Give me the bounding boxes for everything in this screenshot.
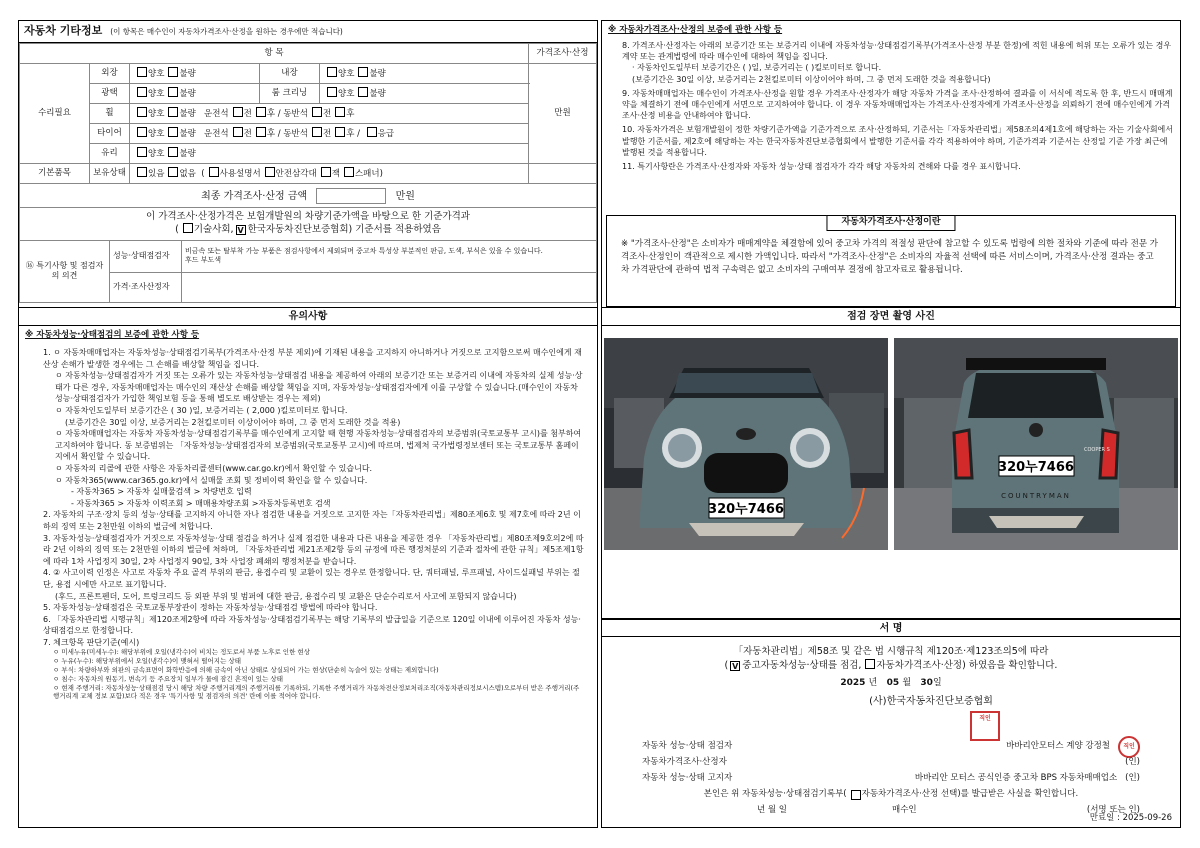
definition-box — [606, 215, 1176, 307]
item-header: 항 목 — [264, 47, 284, 58]
checkbox[interactable] — [168, 87, 178, 97]
guarantee-item-11: 11. 특기사항란은 가격조사·산정자와 자동차 성능·상태 점검자가 각각 해당 자동차의 견해와 다를 경우 표시합니다. — [622, 161, 1021, 171]
note-1c: ㅇ 자동차인도일부터 보증기간은 ( 30 )일, 보증거리는 ( 2,000 )킬로미터로 합니다. — [55, 406, 348, 416]
checkbox-price[interactable] — [865, 659, 875, 669]
etc-title-bar — [19, 21, 597, 43]
guarantee-title: ※ 자동차가격조사·산정의 보증에 관한 사항 등 — [608, 25, 783, 35]
rear-car-photo — [894, 338, 1178, 550]
note-1b: ㅇ 자동차성능·상태점검자가 거짓 또는 오류가 있는 자동차성능·상태점검 내용을 제공하여 아래의 보증기간 또는 보증거리 이내에 자동차의 실제 성능·상태가 다른 경우, 자동차매매업자는 매수인의 재산상 손해를 배상할 책임을 지며, 자동차성능·상태점검자에게 이를 구상할 수 있습니다.(매수인이 자동차성능·상태점검자가 가입한 책임보험 등을 통해 별도로 배상받는 경우는 제외) — [55, 371, 583, 404]
note-7b: ㅇ 누유(누수): 해당부위에서 오일(냉각수)이 맺혀서 떨어지는 상태 — [53, 657, 241, 666]
checkbox[interactable] — [233, 107, 243, 117]
checkbox[interactable] — [168, 67, 178, 77]
buyer-label: 매수인 — [892, 805, 917, 816]
checkbox-confirm-price[interactable] — [851, 790, 861, 800]
notifier-label: 자동차 성능·상태 고지자 — [642, 773, 733, 784]
signature-header: 서 명 — [602, 619, 1180, 637]
rear-badge-text: COUNTRYMAN — [1001, 492, 1071, 500]
notifier-value: 바바리안 모터스 공식인증 중고차 BPS 자동차매매업소 — [914, 773, 1118, 784]
note-1: 1. ㅇ 자동차매매업자는 자동차성능·상태점검기록부(가격조사·산정 부분 제외)에 기재된 내용을 고지하지 아니하거나 거짓으로 고지함으로써 매수인에게 재산상 손해가 발생한 경우에는 그 손해를 배상할 책임을 집니다. — [43, 348, 582, 369]
basis-association: 한국자동차진단보증협회) 기준서를 적용하였음 — [247, 224, 441, 236]
price-header: 가격조사·산정 — [536, 47, 589, 58]
checkbox[interactable] — [256, 107, 266, 117]
etc-table: 항 목 가격조사·산정 수리필요 외장 양호 불량 내장 양호 불량 만원 광택 양호 불량 룸 크리닝 양호 불량 휠 양호 불량 운전석 전 후 / 동반석 전 후 타이어 양호 불량 운전석 전 후 / 동반석 전 후 / 응급 유리 양호 불량 기본품목 보유상태 있음 없음 ( 사용설명서 안전삼각대 잭 스패너) 최종 가격조사·산정 금액 만원 이 가격조사·산정가격은 보험개발원의 차량기준가액을 바탕으로 한 기준가격과 ( 기술사회, V 한국자동차진단보증협회) 기준서를 적용하였음 — [19, 43, 597, 240]
final-price-unit: 만원 — [395, 190, 415, 202]
etc-subtitle: (이 항목은 매수인이 자동차가격조사·산정을 원하는 경우에만 적습니다) — [110, 26, 343, 36]
guarantee-item-8: 8. 가격조사·산정자는 아래의 보증기간 또는 보증거리 이내에 자동차성능·상태점검기록부(가격조사·산정 부분 한정)에 적힌 내용에 허위 또는 오류가 있는 경우 계약 또는 관계법령에 따라 매수인에 대하여 책임을 집니다. — [622, 41, 1172, 62]
buyer-sign[interactable]: (서명 또는 인) — [1086, 805, 1140, 816]
price-guarantee-section — [601, 20, 1181, 312]
note-1h: - 자동차365 > 자동차 실매물검색 > 차량번호 입력 — [71, 487, 252, 497]
note-4b: (후드, 프론트펜더, 도어, 트렁크리드 등 외판 부위 및 범퍼에 대한 판금, 용접수리 및 교환은 단순수리로서 사고에 포함되지 않습니다) — [55, 591, 517, 601]
checkbox[interactable] — [344, 167, 354, 177]
checkbox[interactable] — [335, 127, 345, 137]
checkbox-tech-society[interactable] — [183, 223, 193, 233]
definition-title: 자동차가격조사·산정이란 — [826, 215, 955, 231]
notes-header: 유의사항 — [19, 308, 597, 326]
checkbox[interactable] — [358, 87, 368, 97]
checkbox[interactable] — [367, 127, 377, 137]
front-plate-text: 320누7466 — [708, 502, 784, 517]
row-gloss: 광택 — [101, 87, 118, 98]
note-3: 3. 자동차성능·상태점검자가 거짓으로 자동차성능·상태 점검을 하거나 실제 점검한 내용과 다른 내용을 제공한 경우 「자동차관리법」제80조제9호의2에 따라 2년 이하의 징역 또는 2천만원 이하의 벌금에 처하며, 「자동차관리법 제21조제2항 등의 규정에 따른 행정처분의 기준과 절차에 관한 규칙」제5조제1항에 따라 1차 사업정지 30일, 2차 사업정지 90일, 3차 사업장 폐쇄의 행정처분을 받습니다. — [43, 533, 584, 566]
note-7a: ㅇ 미세누유(미세누수): 해당부위에 오일(냉각수)이 비치는 정도로서 부품 노후로 인한 현상 — [53, 648, 310, 657]
note-5: 5. 자동차성능·상태점검은 국토교통부장관이 정하는 자동차성능·상태점검 방법에 따라야 합니다. — [43, 603, 378, 613]
final-price-label: 최종 가격조사·산정 금액 — [201, 190, 308, 202]
checkbox[interactable] — [312, 127, 322, 137]
checkbox[interactable] — [168, 147, 178, 157]
price-surveyor-seal: (인) — [1125, 757, 1140, 768]
inspector-label: 자동차 성능·상태 점검자 — [642, 741, 733, 752]
rear-plate-text: 320누7466 — [998, 460, 1074, 475]
expiry-date: 만료일 : 2025-09-26 — [1089, 812, 1172, 823]
checkbox[interactable] — [209, 167, 219, 177]
basic-label: 기본품목 — [38, 167, 71, 178]
checkbox[interactable] — [327, 87, 337, 97]
confirm-text: 본인은 위 자동차성능·상태점검기록부( — [703, 789, 847, 800]
association-seal: 직인 — [970, 711, 1000, 741]
checkbox[interactable] — [137, 87, 147, 97]
row-tire: 타이어 — [97, 127, 122, 138]
row-roomclean: 룸 크리닝 — [271, 87, 308, 98]
checkbox[interactable] — [256, 127, 266, 137]
note-1g: ㅇ 자동차365(www.car365.go.kr)에서 실매물 조회 및 정비이력 확인을 할 수 있습니다. — [55, 475, 368, 485]
perf-text: 비금속 또는 탈부착 가능 부품은 점검사항에서 제외되며 중고차 특성상 부분적인 판금, 도색, 부식은 있을 수 있습니다. — [185, 246, 543, 255]
etc-title: 자동차 기타정보 — [24, 24, 103, 38]
signature-section: 서 명 「자동차관리법」제58조 및 같은 법 시행규칙 제120조·제123조의5에 따라 ( V 중고자동차성능·상태를 점검, 자동차가격조사·산정) 하였음을 확인합니다. 2025 년 05 월 30일 (사)한국자동차진단보증협회 직인 자동차 성능·상태 점검자 바바리안모터스 계양 강정철 직인 자동차가격조사·산정자 (인) 자동차 성능·상태 고지자 바바리안 모터스 공식인증 중고차 BPS 자동차매매업소 (인) 본인은 위 자동차성능·상태점검기록부( 자동차가격조사·산정 선택)를 발급받은 사실을 확인합니다. 년 월 일 매수인 (서명 또는 인) 만료일 : 2025-09-26 — [601, 619, 1181, 828]
checkbox[interactable] — [265, 167, 275, 177]
checkbox[interactable] — [312, 107, 322, 117]
manwon-label: 만원 — [554, 107, 571, 118]
note-6: 6. 「자동차관리법 시행규칙」제120조제2항에 따라 자동차성능·상태점검기록부는 해당 기록부의 발급일을 기준으로 120일 이내에 이루어진 자동차 성능·상태점검으로 한정합니다. — [43, 614, 581, 636]
row-glass: 유리 — [101, 147, 118, 158]
photo-section — [601, 307, 1181, 619]
price-surveyor-sig-label: 자동차가격조사·산정자 — [642, 757, 727, 768]
owned-label: 보유상태 — [93, 167, 126, 178]
row-wheel: 휠 — [105, 107, 114, 118]
final-price-input[interactable] — [316, 188, 386, 204]
notes-title: ※ 자동차성능·상태점검의 보증에 관한 사항 등 — [25, 330, 200, 340]
sig-association: (사)한국자동차진단보증협회 — [869, 696, 993, 708]
checkbox[interactable] — [137, 167, 147, 177]
repair-label: 수리필요 — [38, 107, 71, 118]
checkbox-association-checked[interactable]: V — [237, 226, 244, 236]
checkbox[interactable] — [233, 127, 243, 137]
note-7d: ㅇ 침수: 자동차의 원동기, 변속기 등 주요장치 일부가 물에 잠긴 흔적이 있는 상태 — [53, 674, 283, 683]
notes-section — [18, 307, 598, 828]
note-1e: ㅇ 자동차매매업자는 자동차 자동차성능·상태점검기록부를 매수인에게 고지할 때 현행 자동차성능·상태점검자의 보증범위(국토교통부 고시)를 첨부하여 고지하여야 합니다. 동 보증범위는 「자동차성능·상태점검자의 보증범위(국토교통부 고시)에 따르며, 법제처 국가법령정보센터 또는 국토교통부 홈페이지에서 확인할 수 있습니다. — [55, 429, 582, 462]
checkbox[interactable] — [321, 167, 331, 177]
note-7: 7. 체크항목 판단기준(예시) — [43, 637, 140, 647]
sig-line2-perf: 중고자동차성능·상태를 점검, — [742, 660, 862, 672]
etc-info-section — [18, 20, 598, 312]
checkbox[interactable] — [168, 107, 178, 117]
sig-line1: 「자동차관리법」제58조 및 같은 법 시행규칙 제120조·제123조의5에 따라 — [733, 646, 1049, 657]
note-1d: (보증기간은 30일 이상, 보증거리는 2천킬로미터 이상이어야 하며, 그 중 먼저 도래한 것을 적용) — [65, 417, 401, 427]
perf-label: 성능·상태점검자 — [113, 250, 170, 260]
special-notes-table — [19, 240, 597, 303]
checkbox[interactable] — [327, 67, 337, 77]
sig-date: 2025 년 05 월 30일 — [840, 677, 942, 688]
checkbox[interactable] — [168, 167, 178, 177]
row-exterior: 외장 — [101, 67, 118, 78]
checkbox[interactable] — [137, 147, 147, 157]
basis-line1: 이 가격조사·산정가격은 보험개발원의 차량기준가액을 바탕으로 한 기준가격과 — [146, 210, 470, 222]
perf-text-2: 후드 부도색 — [185, 256, 222, 264]
checkbox[interactable] — [168, 127, 178, 137]
note-7c: ㅇ 부식: 차량하부와 외판의 금속표면이 화학반응에 의해 금속이 아닌 상태로 상실되어 가는 현상(단순히 녹슬어 있는 상태는 제외합니다) — [53, 666, 439, 675]
guarantee-item-10: 10. 자동차가격은 보험개발원이 정한 차량기준가액을 기준가격으로 조사·산정하되, 기준서는「자동차관리법」제58조의4제1호에 해당하는 자는 기술사회에서 발행한 기준서를, 제2호에 해당하는 자는 한국자동차진단보증협회에서 발행한 기준서를 각각 적용하여야 하며, 기준가격과 기준서는 산정일 기준 가장 최근에 발행된 것을 적용합니다. — [622, 125, 1173, 157]
inspector-value: 바바리안모터스 계양 강정철 — [1006, 741, 1110, 752]
special-label: ⑯ 특기사항 및 점검자의 의견 — [25, 260, 104, 280]
price-surveyor-label: 가격·조사산정자 — [113, 281, 170, 291]
guarantee-item-8a: · 자동차인도일부터 보증기간은 ( )일, 보증거리는 ( )킬로미터로 합니다. — [632, 63, 882, 73]
notifier-seal: (인) — [1125, 773, 1140, 784]
checkbox[interactable] — [137, 107, 147, 117]
checkbox-perf-checked[interactable]: V — [732, 662, 739, 672]
sig-line2-price: 자동차가격조사·산정) 하였음을 확인합니다. — [876, 660, 1058, 672]
note-1i: - 자동차365 > 자동차 이력조회 > 매매용차량조회 >자동차등록번호 검색 — [71, 498, 331, 508]
rear-small-badge: COOPER S — [1084, 447, 1110, 453]
front-car-photo — [604, 338, 888, 550]
photo-header: 점검 장면 촬영 사진 — [602, 308, 1180, 326]
confirm-text-2: 자동차가격조사·산정 선택)를 발급받은 사실을 확인합니다. — [861, 789, 1079, 800]
definition-text: ※ "가격조사·산정"은 소비자가 매매계약을 체결함에 있어 중고차 가격의 적절성 판단에 참고할 수 있도록 법령에 의한 절차와 기준에 따라 전문 가격조사·산정인이 객관적으로 제시한 가액입니다. 따라서 "가격조사·산정"은 소비자의 자율적 선택에 따른 서비스이며, 가격조사·산정 결과는 중고차 가격판단에 관하여 법적 구속력은 없고 소비자의 구매여부 결정에 참고자료로 활용됩니다. — [621, 239, 1159, 275]
basis-tech-society: 기술사회, — [193, 224, 234, 236]
buyer-date-blank: 년 월 일 — [756, 805, 788, 816]
note-4: 4. ② 사고이력 인정은 사고로 자동차 주요 골격 부위의 판금, 용접수리 및 교환이 있는 경우로 한정합니다. 단, 쿼터패널, 루프패널, 사이드실패널 부위는 절단, 용접 시에만 사고로 표기합니다. — [43, 568, 580, 589]
checkbox[interactable] — [137, 127, 147, 137]
checkbox[interactable] — [137, 67, 147, 77]
guarantee-item-9: 9. 자동차매매업자는 매수인이 가격조사·산정을 원할 경우 가격조사·산정자가 해당 자동차 가격을 조사·산정하여 결과를 이 서식에 적도록 한 후, 반드시 매매계약을 체결하기 전에 매수인에게 서면으로 고지하여야 합니다. 이 경우 자동차매매업자는 가격조사·산정자에게 가격조사·산정을 의뢰하기 전에 매수인에게 가격조사·산정 비용을 안내하여야 합니다. — [622, 88, 1173, 121]
inspector-seal: 직인 — [1118, 736, 1140, 758]
checkbox[interactable] — [358, 67, 368, 77]
guarantee-item-8b: (보증기간은 30일 이상, 보증거리는 2천킬로미터 이상이어야 하며, 그 중 먼저 도래한 것을 적용합니다) — [632, 74, 991, 84]
note-2: 2. 자동차의 구조·장치 등의 성능·상태를 고지하지 아니한 자나 점검한 내용을 거짓으로 고지한 자는「자동차관리법」제80조제6호 및 제7호에 따라 2년 이하의 징역 또는 2천만원 이하의 벌금에 처합니다. — [43, 510, 581, 531]
note-1f: ㅇ 자동차의 리콜에 관한 사항은 자동차리콜센터(www.car.go.kr)에서 확인할 수 있습니다. — [55, 463, 373, 473]
row-interior: 내장 — [281, 67, 298, 78]
note-7e: ㅇ 현재 주행거리: 자동차성능·상태점검 당시 해당 차량 주행거리계의 주행거리를 기록하되, 기록한 주행거리가 자동차전산정보처리조직(자동차관리정보시스템)으로부터 받은 주행거리(주행거리계 교체 정보 포함)보다 적은 경우 '특기사항 및 점검자의 의견' 란에 이를 적어야 합니다. — [53, 683, 580, 701]
checkbox[interactable] — [335, 107, 345, 117]
